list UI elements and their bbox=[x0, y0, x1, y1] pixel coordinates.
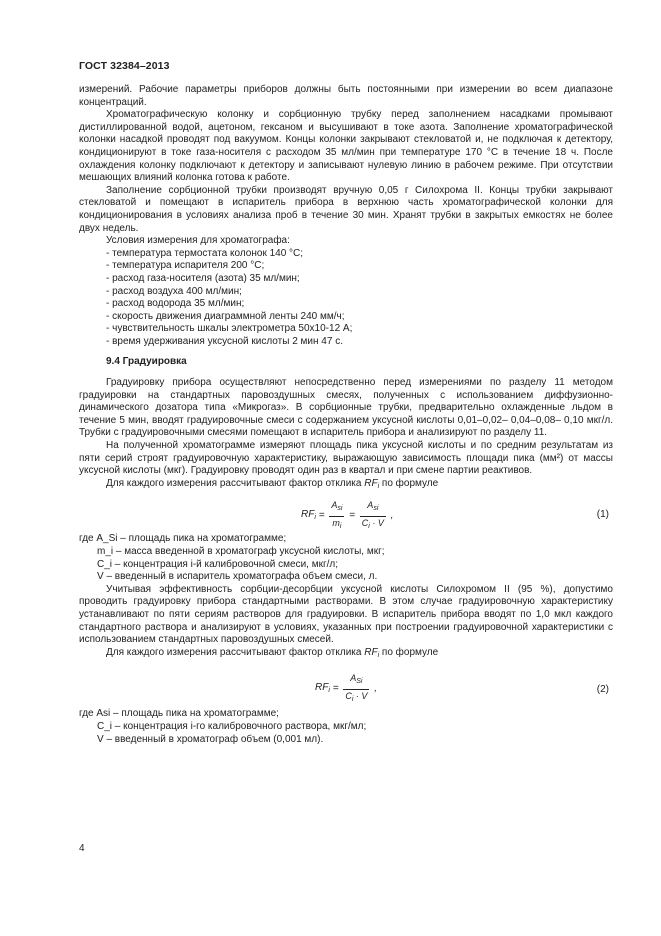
equals-sign: = bbox=[318, 510, 328, 522]
frac-den-tail: · V bbox=[355, 690, 368, 701]
page-number: 4 bbox=[79, 843, 85, 854]
paragraph-7 bbox=[79, 647, 613, 663]
formula-1-lhs-var: RF bbox=[301, 508, 315, 520]
paragraph-7-text: Для каждого измерения рассчитывают фактор отклика bbox=[106, 646, 365, 658]
formula-2 bbox=[79, 662, 613, 708]
standard-header: ГОСТ 32384–2013 bbox=[79, 60, 170, 72]
definition-item: C_i – концентрация i-й калибровочной смеси, мкг/л; bbox=[97, 558, 339, 570]
formula-2-comma: , bbox=[374, 683, 377, 695]
paragraph-5-tail: по формуле bbox=[379, 477, 439, 489]
equals-sign: = bbox=[332, 683, 342, 695]
formula-1-fraction-1 bbox=[329, 499, 344, 533]
equals-sign: = bbox=[349, 510, 358, 522]
paragraph-4: На полученной хроматограмме измеряют площадь пика уксусной кислоты и по средним результатам из пяти серий строят градуировочную характеристику, выражающую зависимость площади пика (мм²) от массы уксусной кислоты (мкг). Градуировку проводят один раз в квартал и при смене партии реактивов. bbox=[79, 440, 613, 477]
frac-den-sub: i bbox=[351, 695, 354, 703]
condition-item: - расход газа-носителя (азота) 35 мл/мин; bbox=[106, 272, 300, 284]
formula-1-comma: , bbox=[390, 510, 394, 522]
definition-item: где A_Si – площадь пика на хроматограмме; bbox=[79, 533, 287, 545]
frac-den: C bbox=[345, 690, 352, 701]
definition-item: V – введенный в испаритель хроматографа объем смеси, л. bbox=[97, 571, 378, 583]
formula-2-lhs bbox=[315, 682, 330, 693]
rf-subscript: i bbox=[377, 482, 380, 490]
rf-variable: RF bbox=[364, 646, 378, 658]
formula-2-expression bbox=[315, 672, 377, 706]
formula-1-lhs-sub: i bbox=[314, 513, 316, 521]
formula-1-lhs bbox=[301, 509, 316, 520]
definitions-2 bbox=[79, 708, 613, 746]
definition-item: V – введенный в хроматограф объем (0,001 мл). bbox=[97, 733, 324, 745]
formula-1-number: (1) bbox=[596, 509, 609, 521]
conditions-title: Условия измерения для хроматографа: bbox=[106, 235, 290, 247]
condition-item: - время удерживания уксусной кислоты 2 мин 47 с. bbox=[106, 335, 343, 347]
document-body bbox=[79, 84, 613, 746]
paragraph-3: Градуировку прибора осуществляют непосредственно перед измерениями по разделу 11 методом градуировки на стандартных паровоздушных смесях, полученных с использованием диффузионно-динамического дозатора типа «Микрогаз». В сорбционные трубки, предварительно охлажденные льдом в течение 5 мин, вводят градуировочные смеси с содержанием уксусной кислоты 0,01–0,02– 0,04–0,08– 0,10 мкг/л. Трубки с градуировочными смесями помещают в испаритель прибора и анализируют по разделу 11. bbox=[79, 377, 613, 439]
frac2-den-tail: · V bbox=[372, 518, 384, 528]
frac-num: A bbox=[350, 673, 357, 684]
paragraph-7-tail: по формуле bbox=[379, 646, 439, 658]
rf-subscript: i bbox=[377, 651, 380, 659]
frac1-num: A bbox=[331, 500, 338, 511]
formula-1-fraction-2 bbox=[360, 499, 386, 533]
paragraph-5 bbox=[79, 478, 613, 494]
formula-1 bbox=[79, 493, 613, 533]
definition-item: C_i – концентрация i-го калибровочного раствора, мкг/мл; bbox=[97, 720, 367, 732]
condition-item: - расход водорода 35 мл/мин; bbox=[106, 298, 245, 310]
rf-variable: RF bbox=[364, 477, 378, 489]
paragraph-6: Учитывая эффективность сорбции-десорбции уксусной кислоты Силохромом II (95 %), допустимо проводить градуировку прибора стандартными растворами. В этом случае градуировочную характеристику устанавливают по пяти сериям растворов для градуировки. В испаритель прибора вводят по 1,0 мкл каждого стандартного раствора и анализируют в условиях, указанных при построении градуировочной характеристики с использованием стандартных паровоздушных смесей. bbox=[79, 583, 613, 646]
formula-2-lhs-var: RF bbox=[315, 681, 329, 693]
formula-2-fraction bbox=[343, 672, 369, 706]
condition-item: - температура испарителя 200 °С; bbox=[106, 260, 265, 272]
frac2-den-sub: i bbox=[368, 523, 370, 530]
formula-2-lhs-sub: i bbox=[328, 686, 330, 694]
condition-item: - скорость движения диаграммной ленты 240 мм/ч; bbox=[106, 310, 345, 322]
definitions-1 bbox=[79, 533, 613, 583]
frac1-den: m bbox=[332, 518, 340, 528]
conditions-list bbox=[106, 248, 613, 349]
condition-item: - температура термостата колонок 140 °С; bbox=[106, 247, 304, 259]
paragraph-0: измерений. Рабочие параметры приборов должны быть постоянными при измерении во всем диапазоне концентраций. bbox=[79, 84, 613, 108]
frac1-den-sub: i bbox=[339, 523, 342, 530]
section-title: 9.4 Градуировка bbox=[106, 356, 187, 368]
frac-num-sub: Si bbox=[356, 678, 363, 686]
frac2-den: C bbox=[361, 518, 369, 528]
paragraph-2: Заполнение сорбционной трубки производят вручную 0,05 г Силохрома II. Концы трубки закрывают стекловатой и помещают в испаритель прибора в верхнюю часть хроматографической колонки для кондиционирования в условиях анализа проб в течение 30 мин. Хранят трубки в закрытых емкостях не более двух недель. bbox=[79, 184, 613, 234]
paragraph-1: Хроматографическую колонку и сорбционную трубку перед заполнением насадками промывают дистиллированной водой, ацетоном, гексаном и высушивают в токе азота. Заполнение хроматографической колонки насадкой проводят под вакуумом. Концы колонки закрывают стекловатой и, не подключая к детектору, кондиционируют в токе газа-носителя с расходом 35 мл/мин при температуре 170 °С в течение 18 ч. После охлаждения колонку подключают к детектору и записывают нулевую линию в рабочем режиме. При отсутствии мешающих влияний колонка готова к работе. bbox=[79, 109, 613, 184]
formula-2-number: (2) bbox=[596, 684, 609, 696]
formula-1-expression bbox=[301, 499, 393, 533]
frac1-num-sub: si bbox=[337, 505, 343, 513]
definition-item: где Asi – площадь пика на хроматограмме; bbox=[79, 708, 279, 720]
condition-item: - чувствительность шкалы электрометра 50х10-12 А; bbox=[106, 323, 353, 335]
frac2-num-sub: si bbox=[373, 505, 379, 513]
paragraph-5-text: Для каждого измерения рассчитывают фактор отклика bbox=[106, 477, 365, 489]
frac2-num: A bbox=[367, 500, 374, 511]
definition-item: m_i – масса введенной в хроматограф уксусной кислоты, мкг; bbox=[97, 546, 385, 557]
condition-item: - расход воздуха 400 мл/мин; bbox=[106, 285, 242, 297]
